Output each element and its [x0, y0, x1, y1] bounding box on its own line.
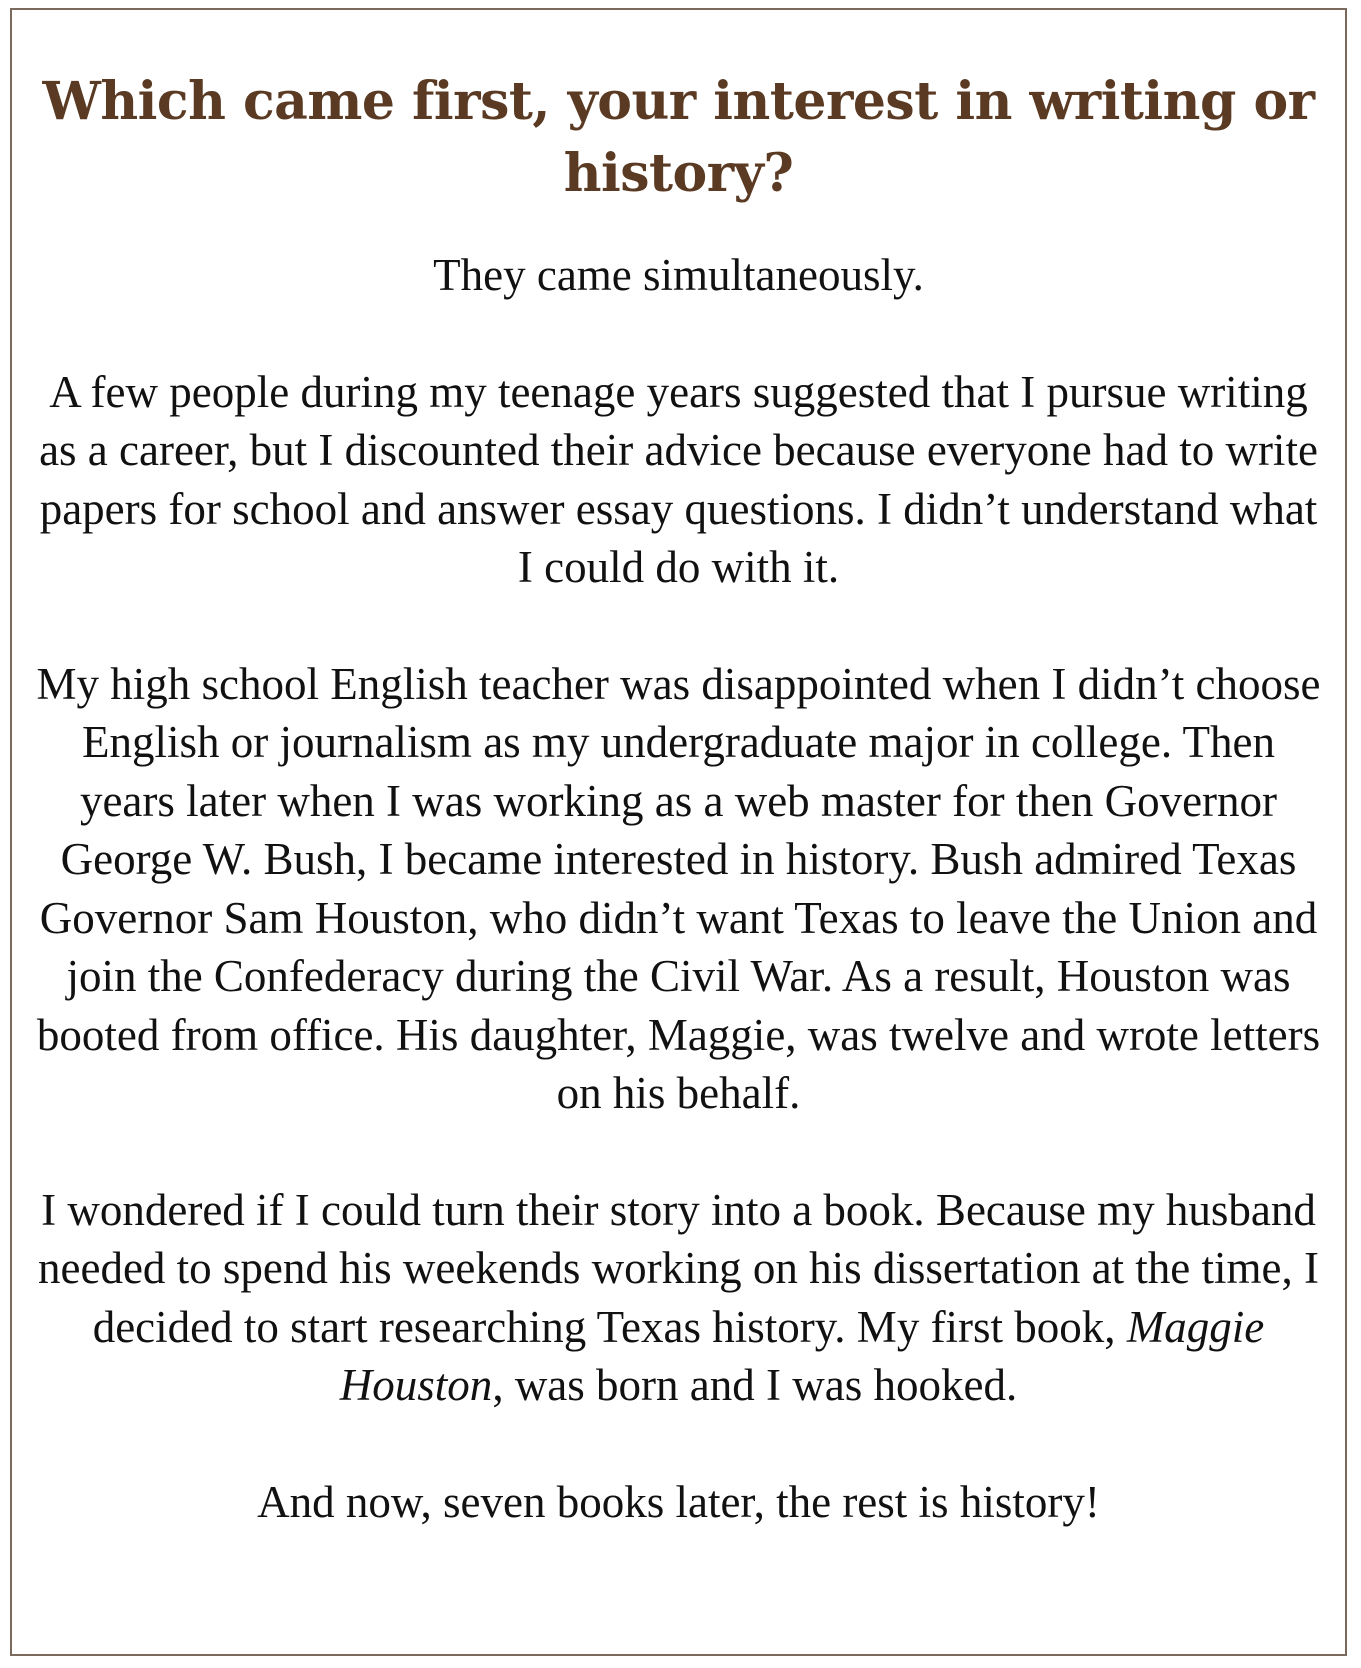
paragraph-1: They came simultaneously.	[433, 250, 924, 300]
paragraph-4-text-before: I wondered if I could turn their story into a book. Because my husband needed to spend his weekends working on his dissertation at the time, I decided to start researching Texas history. My first book,	[38, 1184, 1319, 1352]
article-title: Which came first, your interest in writing or history?	[42, 71, 1315, 204]
paragraph-4-text-after: , was born and I was hooked.	[492, 1360, 1018, 1410]
article-frame	[10, 8, 1347, 1656]
book-title-italic: Maggie Houston	[339, 1301, 1265, 1410]
paragraph-4	[34, 1181, 1323, 1415]
paragraph-3: My high school English teacher was disappointed when I didn’t choose English or journalism as my undergraduate major in college. Then years later when I was working as a web master for then Governor George W. Bush, I became interested in history. Bush admired Texas Governor Sam Houston, who didn’t want Texas to leave the Union and join the Confederacy during the Civil War. As a result, Houston was booted from office. His daughter, Maggie, was twelve and wrote letters on his behalf.	[36, 658, 1321, 1118]
paragraph-5: And now, seven books later, the rest is history!	[257, 1476, 1100, 1527]
article-content	[34, 66, 1323, 1531]
paragraph-2: A few people during my teenage years suggested that I pursue writing as a career, but I discounted their advice because everyone had to write papers for school and answer essay questions. I didn’t understand what I could do with it.	[39, 366, 1318, 592]
